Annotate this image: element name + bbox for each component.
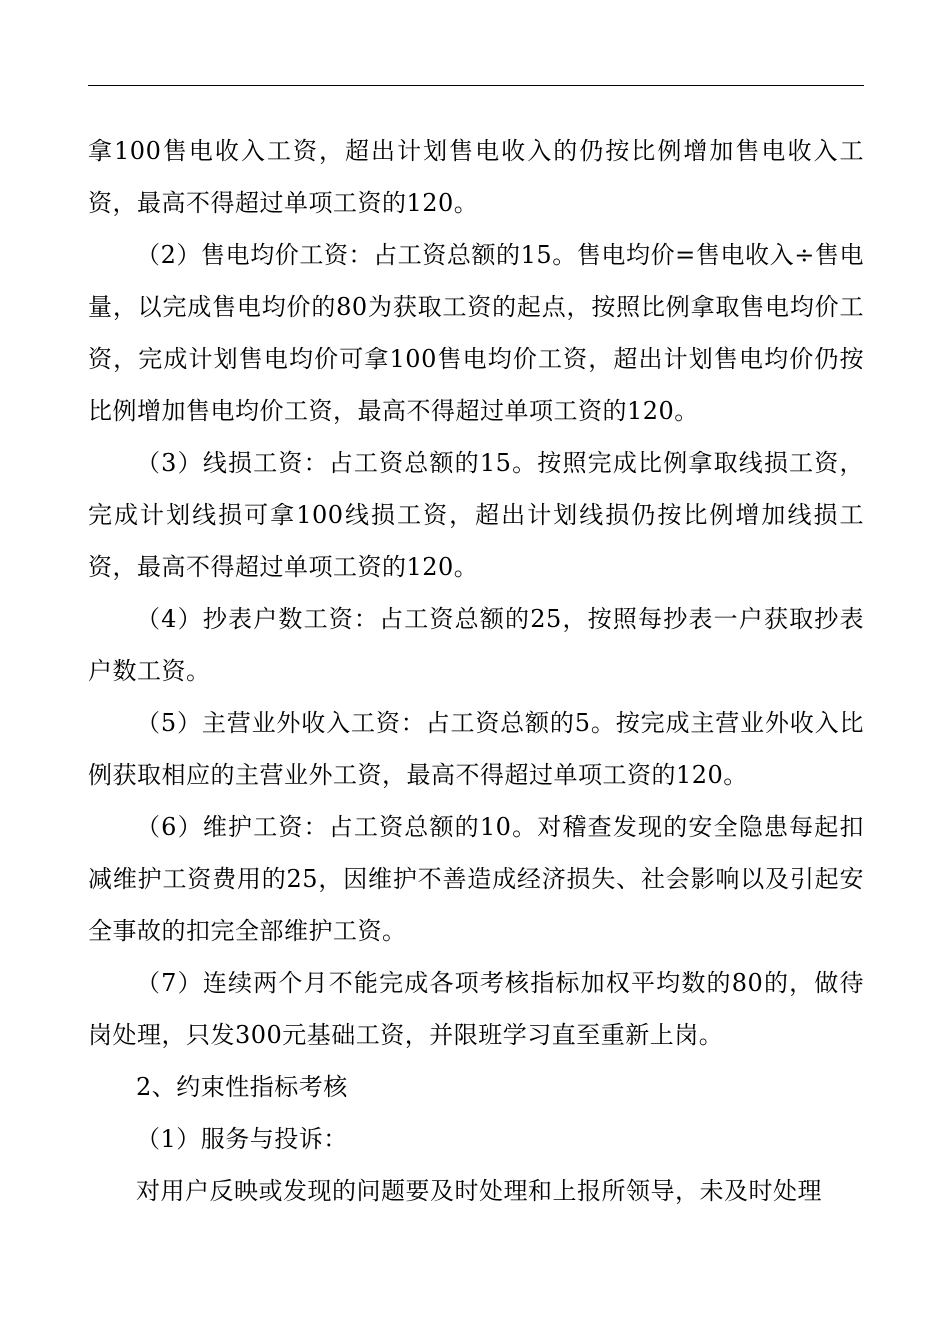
paragraph-6: （6）维护工资：占工资总额的10。对稽查发现的安全隐患每起扣减维护工资费用的25，因维护不善造成经济损失、社会影响以及引起安全事故的扣完全部维护工资。 xyxy=(88,813,864,945)
header-rule xyxy=(88,85,864,86)
paragraph-2: （2）售电均价工资：占工资总额的15。售电均价=售电收入÷售电量，以完成售电均价的80为获取工资的起点，按照比例拿取售电均价工资，完成计划售电均价可拿100售电均价工资，超出计划售电均价仍按比例增加售电均价工资，最高不得超过单项工资的120。 xyxy=(88,241,864,425)
paragraph-4: （4）抄表户数工资：占工资总额的25，按照每抄表一户获取抄表户数工资。 xyxy=(88,605,864,685)
paragraph-7: （7）连续两个月不能完成各项考核指标加权平均数的80的，做待岗处理，只发300元基础工资，并限班学习直至重新上岗。 xyxy=(88,969,864,1049)
subsection-heading: （1）服务与投诉： xyxy=(136,1125,348,1153)
paragraph-10: 对用户反映或发现的问题要及时处理和上报所领导，未及时处理 xyxy=(136,1177,822,1205)
section-heading: 2、约束性指标考核 xyxy=(136,1073,348,1101)
paragraph-5: （5）主营业外收入工资：占工资总额的5。按完成主营业外收入比例获取相应的主营业外工资，最高不得超过单项工资的120。 xyxy=(88,709,864,789)
paragraph-1: 拿100售电收入工资，超出计划售电收入的仍按比例增加售电收入工资，最高不得超过单项工资的120。 xyxy=(88,137,864,217)
document-body xyxy=(88,125,864,1217)
paragraph-3: （3）线损工资：占工资总额的15。按照完成比例拿取线损工资，完成计划线损可拿100线损工资，超出计划线损仍按比例增加线损工资，最高不得超过单项工资的120。 xyxy=(88,449,864,581)
